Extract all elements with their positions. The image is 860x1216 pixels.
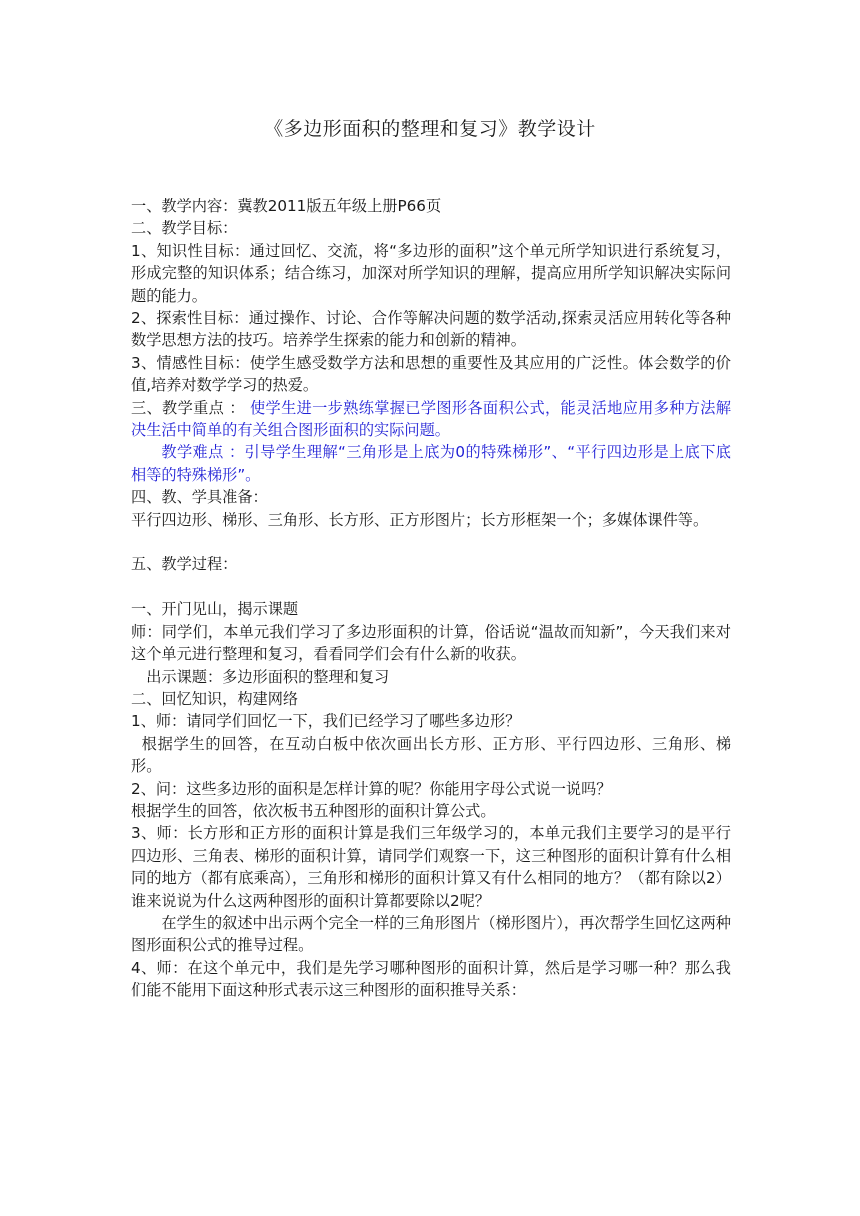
step-1-heading: 一、开门见山，揭示课题 <box>131 600 299 619</box>
step-1-topic: 出示课题：多边形面积的整理和复习 <box>146 667 390 686</box>
step-2-q1: 1、师：请同学们回忆一下，我们已经学习了哪些多边形？ <box>131 712 521 731</box>
step-2-q2-response: 根据学生的回答，依次板书五种图形的面积计算公式。 <box>131 801 496 820</box>
section-teaching-goals: 二、教学目标： <box>131 219 238 238</box>
goal-exploration: 2、探索性目标：通过操作、讨论、合作等解决问题的数学活动,探索灵活应用转化等各种数学思想方法的技巧。培养学生探索的能力和创新的精神。 <box>131 309 731 350</box>
key-point-label: 三、教学重点 ： <box>131 398 245 417</box>
section-key-point <box>131 397 731 442</box>
spacer <box>131 576 731 598</box>
section-process: 五、教学过程： <box>131 555 238 574</box>
materials-list: 平行四边形、梯形、三角形、长方形、正方形图片；长方形框架一个；多媒体课件等。 <box>131 510 709 529</box>
goal-knowledge: 1、知识性目标：通过回忆、交流，将“多边形的面积”这个单元所学知识进行系统复习，形成完整的知识体系；结合练习，加深对所学知识的理解，提高应用所学知识解决实际问题的能力。 <box>131 241 731 305</box>
step-2-q3-response: 在学生的叙述中出示两个完全一样的三角形图片（梯形图片），再次帮学生回忆这两种图形面积公式的推导过程。 <box>131 913 731 955</box>
document-body <box>131 195 731 1002</box>
step-2-q4: 4、师：在这个单元中，我们是先学习哪种图形的面积计算，然后是学习哪一种？那么我们能不能用下面这种形式表示这三种图形的面积推导关系： <box>131 958 731 1000</box>
goal-emotion: 3、情感性目标：使学生感受数学方法和思想的重要性及其应用的广泛性。体会数学的价值,培养对数学学习的热爱。 <box>131 353 731 395</box>
step-2-q2: 2、问：这些多边形的面积是怎样计算的呢？你能用字母公式说一说吗？ <box>131 779 612 798</box>
difficult-point: 教学难点 ：引导学生理解“三角形是上底为0的特殊梯形”、“平行四边形是上底下底相等的特殊梯形”。 <box>131 443 731 484</box>
step-1-teacher: 师：同学们，本单元我们学习了多边形面积的计算，俗话说“温故而知新”，今天我们来对这个单元进行整理和复习，看看同学们会有什么新的收获。 <box>131 622 731 664</box>
section-materials: 四、教、学具准备： <box>131 488 268 507</box>
section-teaching-content: 一、教学内容：冀教2011版五年级上册P66页 <box>131 197 442 215</box>
step-2-q3: 3、师：长方形和正方形的面积计算是我们三年级学习的，本单元我们主要学习的是平行四边形、三角表、梯形的面积计算，请同学们观察一下，这三种图形的面积计算有什么相同的地方（都有底乘高），三角形和梯形的面积计算又有什么相同的地方？（都有除以2）谁来说说为什么这两种图形的面积计算都要除以2呢？ <box>131 824 731 910</box>
page-title: 《多边形面积的整理和复习》教学设计 <box>264 118 596 140</box>
step-2-q1-response: 根据学生的回答，在互动白板中依次画出长方形、正方形、平行四边形、三角形、梯形。 <box>131 734 731 776</box>
key-point-text: 使学生进一步熟练掌握已学图形各面积公式，能灵活地应用多种方法解决生活中简单的有关组合图形面积的实际问题。 <box>131 398 732 440</box>
step-2-heading: 二、回忆知识，构建网络 <box>131 689 299 708</box>
spacer <box>131 531 731 553</box>
